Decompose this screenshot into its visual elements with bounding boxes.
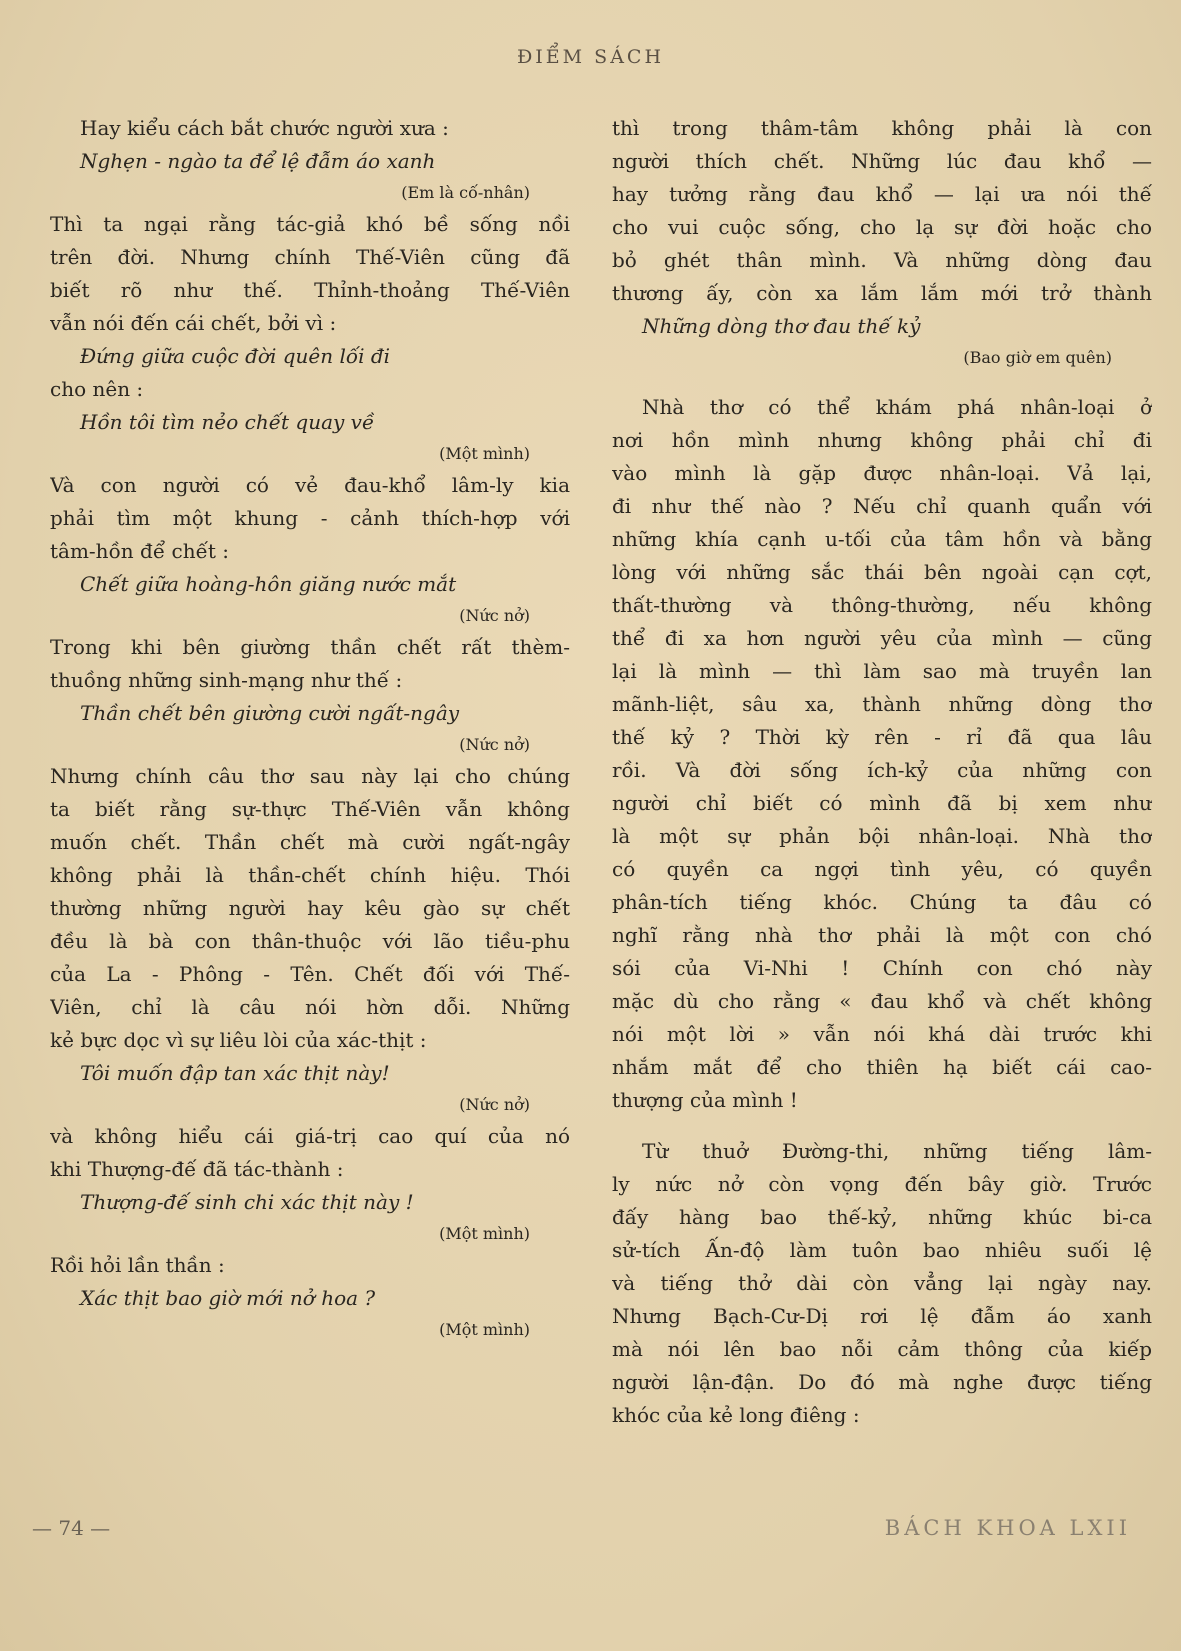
text-line: phân-tích tiếng khóc. Chúng ta đâu có [612, 890, 1152, 914]
text-line: có quyền ca ngợi tình yêu, có quyền [612, 857, 1152, 881]
text-line: bỏ ghét thân mình. Và những dòng đau [612, 248, 1152, 272]
text-line: người thích chết. Những lúc đau khổ — [612, 149, 1152, 173]
text-line: sói của Vi-Nhi ! Chính con chó này [612, 956, 1152, 980]
text-line: Thì ta ngại rằng tác-giả khó bề sống nồi [50, 212, 570, 236]
text-line: trên đời. Nhưng chính Thế-Viên cũng đã [50, 245, 570, 269]
poem-line: Đứng giữa cuộc đời quên lối đi [80, 344, 391, 368]
poem-line: Thượng-đế sinh chi xác thịt này ! [80, 1190, 414, 1214]
text-line: thuồng những sinh-mạng như thế : [50, 668, 403, 692]
text-line: mặc dù cho rằng « đau khổ và chết không [612, 989, 1152, 1013]
text-line: và tiếng thở dài còn vẳng lại ngày nay. [612, 1271, 1152, 1295]
text-line: Hay kiểu cách bắt chước người xưa : [80, 116, 449, 140]
paragraph-gap [612, 373, 1152, 391]
text-line: ly nức nở còn vọng đến bây giờ. Trước [612, 1172, 1152, 1196]
text-line: Rồi hỏi lần thần : [50, 1253, 225, 1277]
text-line: thất-thường và thông-thường, nếu không [612, 593, 1152, 617]
text-line: khi Thượng-đế đã tác-thành : [50, 1157, 344, 1181]
text-line: không phải là thần-chết chính hiệu. Thói [50, 863, 570, 887]
text-line: lòng với những sắc thái bên ngoài cạn cợt, [612, 560, 1152, 584]
text-line: nơi hồn mình nhưng không phải chỉ đi [612, 428, 1152, 452]
right-column [612, 112, 1152, 1432]
poem-source: (Em là cố-nhân) [401, 183, 530, 202]
text-line: Nhưng Bạch-Cư-Dị rơi lệ đẫm áo xanh [612, 1304, 1152, 1328]
text-line: Nhà thơ có thể khám phá nhân-loại ở [642, 395, 1152, 419]
text-line: cho nên : [50, 377, 144, 401]
text-line: mà nói lên bao nỗi cảm thông của kiếp [612, 1337, 1152, 1361]
poem-source: (Một mình) [439, 1320, 530, 1339]
page-number: — 74 — [32, 1516, 111, 1540]
text-line: là một sự phản bội nhân-loại. Nhà thơ [612, 824, 1152, 848]
poem-source: (Nức nở) [459, 606, 530, 625]
text-line: sử-tích Ấn-độ làm tuôn bao nhiêu suối lệ [612, 1238, 1152, 1262]
text-line: Nhưng chính câu thơ sau này lại cho chúng [50, 764, 570, 788]
text-line: nghĩ rằng nhà thơ phải là một con chó [612, 923, 1152, 947]
text-line: khóc của kẻ long điêng : [612, 1403, 860, 1427]
text-line: thường những người hay kêu gào sự chết [50, 896, 570, 920]
page-header: ĐIỂM SÁCH [516, 46, 665, 68]
poem-line: Những dòng thơ đau thế kỷ [642, 314, 921, 338]
text-line: thể đi xa hơn người yêu của mình — cũng [612, 626, 1152, 650]
poem-source: (Một mình) [439, 1224, 530, 1243]
poem-line: Thần chết bên giường cười ngất-ngây [80, 701, 460, 725]
text-line: đều là bà con thân-thuộc với lão tiều-phu [50, 929, 570, 953]
text-line: những khía cạnh u-tối của tâm hồn và bằng [612, 527, 1152, 551]
poem-line: Nghẹn - ngào ta để lệ đẫm áo xanh [80, 149, 436, 173]
text-line: và không hiểu cái giá-trị cao quí của nó [50, 1124, 570, 1148]
poem-source: (Nức nở) [459, 735, 530, 754]
poem-source: (Một mình) [439, 444, 530, 463]
text-line: ta biết rằng sự-thực Thế-Viên vẫn không [50, 797, 570, 821]
text-line: tâm-hồn để chết : [50, 539, 230, 563]
text-line: muốn chết. Thần chết mà cười ngất-ngây [50, 830, 570, 854]
poem-line: Hồn tôi tìm nẻo chết quay về [80, 410, 375, 434]
left-column [50, 112, 570, 1345]
text-line: kẻ bực dọc vì sự liêu lòi của xác-thịt : [50, 1028, 427, 1052]
text-line: vào mình là gặp được nhân-loại. Vả lại, [612, 461, 1152, 485]
text-line: của La - Phông - Tên. Chết đối với Thế- [50, 962, 570, 986]
text-line: thượng của mình ! [612, 1088, 798, 1112]
text-line: đi như thế nào ? Nếu chỉ quanh quẩn với [612, 494, 1152, 518]
poem-line: Tôi muốn đập tan xác thịt này! [80, 1061, 390, 1085]
text-line: vẫn nói đến cái chết, bởi vì : [50, 311, 337, 335]
paragraph-gap [612, 1117, 1152, 1135]
text-line: nói một lời » vẫn nói khá dài trước khi [612, 1022, 1152, 1046]
text-line: Trong khi bên giường thần chết rất thèm- [50, 635, 570, 659]
text-line: Và con người có vẻ đau-khổ lâm-ly kia [50, 473, 570, 497]
text-line: phải tìm một khung - cảnh thích-hợp với [50, 506, 570, 530]
text-line: thương ấy, còn xa lắm lắm mới trở thành [612, 281, 1152, 305]
text-line: người lận-đận. Do đó mà nghe được tiếng [612, 1370, 1152, 1394]
text-line: thì trong thâm-tâm không phải là con [612, 116, 1152, 140]
text-line: hay tưởng rằng đau khổ — lại ưa nói thế [612, 182, 1152, 206]
text-line: lại là mình — thì làm sao mà truyền lan [612, 659, 1152, 683]
poem-source: (Nức nở) [459, 1095, 530, 1114]
text-line: Từ thuở Đường-thi, những tiếng lâm- [642, 1139, 1152, 1163]
text-line: nhắm mắt để cho thiên hạ biết cái cao- [612, 1055, 1152, 1079]
poem-source: (Bao giờ em quên) [963, 348, 1112, 367]
poem-line: Xác thịt bao giờ mới nở hoa ? [80, 1286, 376, 1310]
text-line: cho vui cuộc sống, cho lạ sự đời hoặc cho [612, 215, 1152, 239]
poem-line: Chết giữa hoàng-hôn giăng nước mắt [80, 572, 457, 596]
text-line: rồi. Và đời sống ích-kỷ của những con [612, 758, 1152, 782]
text-line: người chỉ biết có mình đã bị xem như [612, 791, 1152, 815]
text-line: mãnh-liệt, sâu xa, thành những dòng thơ [612, 692, 1152, 716]
text-line: đấy hàng bao thế-kỷ, những khúc bi-ca [612, 1205, 1152, 1229]
text-line: thế kỷ ? Thời kỳ rên - rỉ đã qua lâu [612, 725, 1152, 749]
text-line: biết rõ như thế. Thỉnh-thoảng Thế-Viên [50, 278, 570, 302]
magazine-footer: BÁCH KHOA LXII [884, 1516, 1131, 1540]
text-line: Viên, chỉ là câu nói hờn dỗi. Những [50, 995, 570, 1019]
